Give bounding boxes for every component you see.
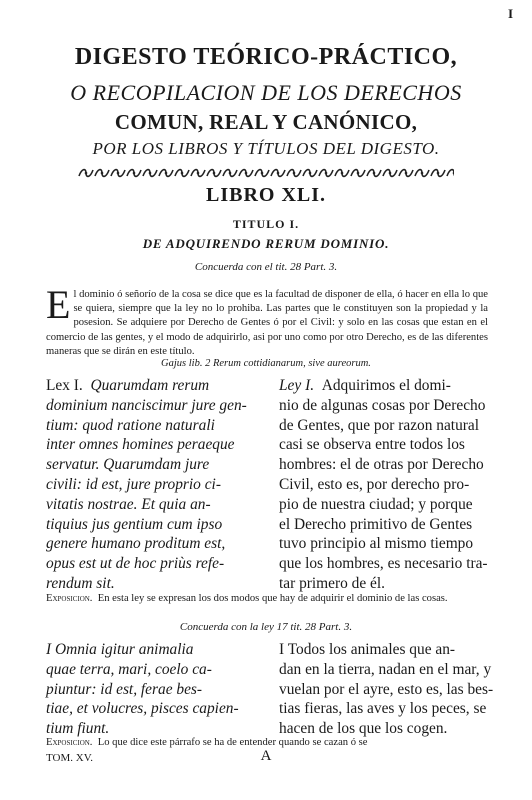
law1-latin-lead: Lex I. xyxy=(46,377,83,394)
spanish-line: tuvo principio al mismo tiempo xyxy=(279,535,474,553)
intro-text: l dominio ó señorío de la cosa se dice que es la facultad de disponer de ella, ó hacer en ella lo que se quiera, siempre que la ley no lo prohiba. Las partes que le constituyen son la propiedad y la posesion. Se adquiere por Derecho de Gentes ó por el Civil: y solo en las cosas que estan en el comercio de las gentes, y el modo de adquirirlo, asi por uno como por otro Derecho, es de las diferentes maneras que se dirán en este título. xyxy=(46,289,488,357)
latin-line: servatur. Quarumdam jure xyxy=(46,456,210,474)
latin-line: I Omnia igitur animalia xyxy=(46,641,194,658)
spanish-line: dan en la tierra, nadan en el mar, y xyxy=(279,660,492,678)
exposition-2 xyxy=(46,737,488,748)
spanish-line: hombres: el de otras por Derecho xyxy=(279,456,484,474)
ornament-rule xyxy=(78,166,454,180)
exposition-text: En esta ley se expresan los dos modos que hay de adquirir el dominio de las cosas. xyxy=(97,593,448,604)
concordance-1: Concuerda con el tit. 28 Part. 3. xyxy=(194,261,338,273)
law2-latin-column xyxy=(46,640,268,739)
signature-mark: A xyxy=(260,748,272,764)
latin-line: Quarumdam rerum xyxy=(90,377,210,394)
concordance-2: Concuerda con la ley 17 tit. 28 Part. 3. xyxy=(179,621,353,633)
latin-line: genere humano proditum est, xyxy=(46,535,226,553)
law1-spanish-lead: Ley I. xyxy=(279,377,315,394)
latin-line: rendum sit. xyxy=(46,574,115,592)
intro-paragraph xyxy=(46,282,488,359)
drop-cap: E xyxy=(46,282,71,327)
spanish-line: casi se observa entre todos los xyxy=(279,436,465,454)
title-line-2: O RECOPILACION DE LOS DERECHOS xyxy=(70,80,462,105)
exposition-text: Lo que dice este párrafo se ha de entender quando se cazan ó se xyxy=(97,737,368,748)
latin-line: inter omnes homines peraeque xyxy=(46,436,235,454)
rubric: DE ADQUIRENDO RERUM DOMINIO. xyxy=(142,236,390,251)
source-attribution: Gajus lib. 2 Rerum cottidianarum, sive aureorum. xyxy=(161,358,371,369)
latin-line: dominium nanciscimur jure gen- xyxy=(46,396,247,414)
latin-line: quae terra, mari, coelo ca- xyxy=(46,660,212,678)
spanish-line: que los hombres, es necesario tra- xyxy=(279,555,488,573)
latin-line: piuntur: id est, ferae bes- xyxy=(46,680,203,698)
latin-line: tium fiunt. xyxy=(46,720,110,738)
volume-number: TOM. XV. xyxy=(46,752,93,764)
spanish-line: hacen de los que los cogen. xyxy=(279,720,448,738)
book-heading: LIBRO XLI. xyxy=(205,184,327,206)
page-number: I xyxy=(508,6,514,21)
spanish-line: el Derecho primitivo de Gentes xyxy=(279,515,473,533)
spanish-line: tar primero de él. xyxy=(279,574,385,592)
latin-line: vitatis nostrae. Et quia an- xyxy=(46,495,211,513)
latin-line: tiae, et volucres, pisces capien- xyxy=(46,700,239,718)
spanish-line: nio de algunas cosas por Derecho xyxy=(279,396,486,414)
title-line-4: POR LOS LIBROS Y TÍTULOS DEL DIGESTO. xyxy=(92,139,440,158)
title-heading: TITULO I. xyxy=(232,217,300,231)
spanish-line: vuelan por el ayre, esto es, las bes- xyxy=(279,680,494,698)
title-line-1: DIGESTO TEÓRICO-PRÁCTICO, xyxy=(74,44,458,70)
exposition-1 xyxy=(46,592,488,606)
latin-line: tium: quod ratione naturali xyxy=(46,416,215,434)
spanish-line: Adquirimos el domi- xyxy=(321,377,451,394)
spanish-line: de Gentes, que por razon natural xyxy=(279,416,479,434)
exposition-label: Exposicion. xyxy=(46,737,93,748)
spanish-line: I Todos los animales que an- xyxy=(279,641,456,658)
law1-spanish-column xyxy=(279,376,489,594)
spanish-line: pio de nuestra ciudad; y porque xyxy=(279,495,473,513)
latin-line: tiquius jus gentium cum ipso xyxy=(46,515,223,533)
spanish-line: Civil, esto es, por derecho pro- xyxy=(279,475,470,493)
law1-latin-column xyxy=(46,376,268,594)
title-line-3: COMUN, REAL Y CANÓNICO, xyxy=(114,110,418,134)
latin-line: civili: id est, jure proprio ci- xyxy=(46,475,221,493)
spanish-line: tias fieras, las aves y los peces, se xyxy=(279,700,487,718)
exposition-label: Exposicion. xyxy=(46,593,93,604)
law2-spanish-column xyxy=(279,640,494,739)
latin-line: opus est ut de hoc priùs refe- xyxy=(46,555,225,573)
